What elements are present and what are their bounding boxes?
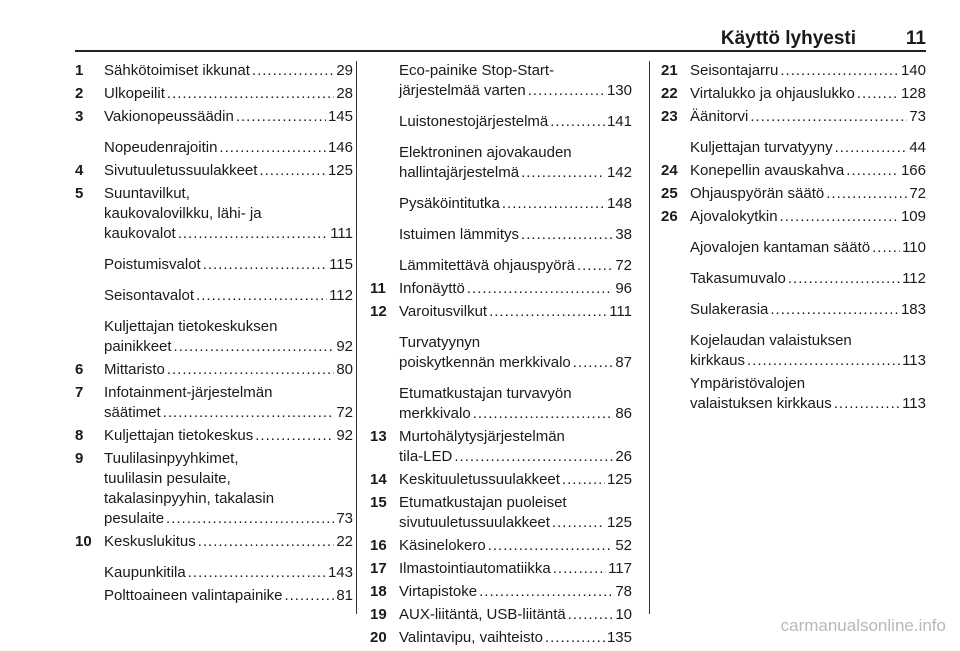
dot-leader	[479, 582, 613, 602]
dot-leader	[502, 194, 605, 214]
legend-column-3	[661, 61, 926, 417]
page-reference: 128	[900, 85, 926, 102]
legend-entry	[370, 605, 632, 625]
dot-leader	[198, 532, 335, 552]
page-reference: 142	[606, 164, 632, 181]
page-reference: 52	[615, 537, 632, 554]
entry-text: valaistuksen kirkkaus	[690, 395, 832, 412]
legend-entry	[661, 84, 926, 104]
dot-leader	[196, 286, 327, 306]
page-header	[75, 28, 926, 52]
page-reference: 146	[327, 139, 353, 156]
page-reference: 166	[900, 162, 926, 179]
legend-entry	[75, 255, 353, 275]
dot-leader	[750, 107, 907, 127]
legend-entry	[75, 532, 353, 552]
legend-entry	[370, 194, 632, 214]
entry-text-lead: Elektroninen ajovakauden	[399, 144, 572, 161]
entry-text-lead: Turvatyynyn	[399, 334, 481, 351]
entry-text: Sivutuuletussuulakkeet	[104, 162, 258, 179]
dot-leader	[167, 84, 334, 104]
legend-entry	[370, 112, 632, 132]
page-reference: 145	[327, 108, 353, 125]
entry-text-lead: Infotainment-järjestelmän	[104, 384, 273, 401]
legend-entry	[370, 143, 632, 183]
entry-text: merkkivalo	[399, 405, 471, 422]
page-reference: 143	[327, 564, 353, 581]
entry-text: pesulaite	[104, 510, 165, 527]
dot-leader	[489, 302, 607, 322]
entry-text: Ajovalokytkin	[690, 208, 778, 225]
legend-entry	[370, 225, 632, 245]
entry-text: Sähkötoimiset ikkunat	[104, 62, 250, 79]
legend-entry	[661, 161, 926, 181]
entry-text: sivutuuletussuulakkeet	[399, 514, 550, 531]
dot-leader	[163, 403, 335, 423]
page-reference: 87	[615, 354, 632, 371]
page-reference: 117	[608, 560, 632, 577]
entry-text: Käsinelokero	[399, 537, 486, 554]
entry-text: Kuljettajan turvatyyny	[690, 139, 833, 156]
dot-leader	[219, 138, 326, 158]
legend-entry	[75, 107, 353, 127]
legend-entry	[75, 586, 353, 606]
page-number: 11	[905, 28, 926, 49]
page-reference: 141	[606, 113, 632, 130]
dot-leader	[174, 337, 335, 357]
page-reference: 125	[606, 471, 632, 488]
page-reference: 10	[615, 606, 632, 623]
entry-text: kaukovalot	[104, 225, 176, 242]
entry-text-lead: Kuljettajan tietokeskuksen	[104, 318, 278, 335]
entry-text: Poistumisvalot	[104, 256, 201, 273]
page-reference: 86	[615, 405, 632, 422]
callout-number: 20	[370, 629, 387, 646]
callout-number: 13	[370, 428, 387, 445]
page-reference: 92	[336, 338, 353, 355]
legend-entry	[370, 628, 632, 648]
dot-leader	[562, 470, 605, 490]
page-reference: 73	[909, 108, 926, 125]
page-reference: 130	[606, 82, 632, 99]
entry-text: Mittaristo	[104, 361, 165, 378]
page-reference: 44	[909, 139, 926, 156]
entry-text: Seisontavalot	[104, 287, 195, 304]
dot-leader	[834, 394, 900, 414]
page-reference: 125	[327, 162, 353, 179]
page-title: Käyttö lyhyesti	[720, 28, 856, 49]
legend-entry	[661, 374, 926, 414]
legend-entry	[75, 563, 353, 583]
page-reference: 109	[900, 208, 926, 225]
page-reference: 111	[330, 225, 353, 242]
callout-number: 23	[661, 108, 678, 125]
dot-leader	[178, 224, 328, 244]
legend-entry	[75, 317, 353, 357]
entry-text: Sulakerasia	[690, 301, 769, 318]
dot-leader	[550, 112, 605, 132]
page-reference: 113	[902, 395, 926, 412]
callout-number: 19	[370, 606, 387, 623]
page-reference: 92	[336, 427, 353, 444]
legend-entry	[661, 184, 926, 204]
legend-entry	[370, 470, 632, 490]
callout-number: 24	[661, 162, 678, 179]
dot-leader	[521, 225, 613, 245]
page-reference: 72	[909, 185, 926, 202]
callout-number: 25	[661, 185, 678, 202]
page-reference: 140	[900, 62, 926, 79]
entry-text: hallintajärjestelmä	[399, 164, 520, 181]
dot-leader	[188, 563, 326, 583]
callout-number: 26	[661, 208, 678, 225]
entry-text: Vakionopeussäädin	[104, 108, 234, 125]
legend-entry	[75, 61, 353, 81]
entry-text: Ajovalojen kantaman säätö	[690, 239, 871, 256]
entry-text: Virtapistoke	[399, 583, 478, 600]
callout-number: 9	[75, 450, 84, 467]
page-reference: 26	[615, 448, 632, 465]
entry-text: kirkkaus	[690, 352, 746, 369]
page-reference: 38	[615, 226, 632, 243]
dot-leader	[167, 360, 334, 380]
page-reference: 183	[900, 301, 926, 318]
header-divider	[75, 50, 926, 52]
page-reference: 113	[902, 352, 926, 369]
legend-entry	[661, 107, 926, 127]
callout-number: 14	[370, 471, 387, 488]
legend-entry	[370, 536, 632, 556]
dot-leader	[846, 161, 899, 181]
callout-number: 7	[75, 384, 84, 401]
page-reference: 81	[336, 587, 353, 604]
legend-entry	[370, 256, 632, 276]
entry-text: Varoitusvilkut	[399, 303, 488, 320]
entry-text: tila-LED	[399, 448, 453, 465]
entry-text: Ulkopeilit	[104, 85, 165, 102]
dot-leader	[857, 84, 899, 104]
dot-leader	[236, 107, 326, 127]
dot-leader	[835, 138, 908, 158]
legend-column-1	[75, 61, 353, 609]
dot-leader	[284, 586, 334, 606]
callout-number: 17	[370, 560, 387, 577]
entry-text: AUX-liitäntä, USB-liitäntä	[399, 606, 566, 623]
column-divider	[356, 61, 357, 614]
dot-leader	[454, 447, 613, 467]
entry-text-lead: Kojelaudan valaistuksen	[690, 332, 852, 349]
dot-leader	[573, 353, 614, 373]
legend-entry	[370, 302, 632, 322]
dot-leader	[770, 300, 899, 320]
entry-text: Äänitorvi	[690, 108, 749, 125]
callout-number: 2	[75, 85, 84, 102]
legend-entry	[75, 84, 353, 104]
legend-entry	[75, 138, 353, 158]
page-reference: 148	[606, 195, 632, 212]
entry-text: Keskuslukitus	[104, 533, 196, 550]
dot-leader	[780, 61, 899, 81]
entry-text: Nopeudenrajoitin	[104, 139, 218, 156]
entry-text: Istuimen lämmitys	[399, 226, 520, 243]
dot-leader	[747, 351, 900, 371]
page-reference: 125	[606, 514, 632, 531]
legend-entry	[75, 449, 353, 529]
dot-leader	[568, 605, 614, 625]
dot-leader	[488, 536, 614, 556]
dot-leader	[780, 207, 899, 227]
dot-leader	[259, 161, 326, 181]
entry-text: Keskituuletussuulakkeet	[399, 471, 560, 488]
entry-text: Ilmastointiautomatiikka	[399, 560, 551, 577]
dot-leader	[788, 269, 900, 289]
page-reference: 28	[336, 85, 353, 102]
page-reference: 112	[902, 270, 926, 287]
dot-leader	[521, 163, 605, 183]
entry-text-lead: Eco-painike Stop-Start-	[399, 62, 555, 79]
entry-text: Seisontajarru	[690, 62, 779, 79]
legend-entry	[75, 184, 353, 244]
page-reference: 22	[336, 533, 353, 550]
page-reference: 111	[609, 303, 632, 320]
callout-number: 16	[370, 537, 387, 554]
callout-number: 15	[370, 494, 387, 511]
legend-entry	[661, 269, 926, 289]
entry-text: Kuljettajan tietokeskus	[104, 427, 254, 444]
legend-entry	[75, 426, 353, 446]
column-divider	[649, 61, 650, 614]
entry-text: Ohjauspyörän säätö	[690, 185, 825, 202]
legend-entry	[75, 286, 353, 306]
entry-text: Luistonestojärjestelmä	[399, 113, 549, 130]
callout-number: 11	[370, 280, 386, 297]
dot-leader	[255, 426, 334, 446]
entry-text: Virtalukko ja ohjauslukko	[690, 85, 855, 102]
legend-entry	[370, 559, 632, 579]
dot-leader	[473, 404, 614, 424]
legend-entry	[661, 300, 926, 320]
legend-entry	[370, 279, 632, 299]
page-reference: 96	[615, 280, 632, 297]
entry-text: Infonäyttö	[399, 280, 465, 297]
entry-text: Takasumuvalo	[690, 270, 786, 287]
entry-text: Konepellin avauskahva	[690, 162, 845, 179]
legend-entry	[75, 383, 353, 423]
entry-text: Lämmitettävä ohjauspyörä	[399, 257, 575, 274]
callout-number: 21	[661, 62, 678, 79]
callout-number: 5	[75, 185, 84, 202]
dot-leader	[467, 279, 613, 299]
page-reference: 115	[329, 256, 353, 273]
callout-number: 12	[370, 303, 387, 320]
callout-number: 22	[661, 85, 678, 102]
callout-number: 1	[75, 62, 84, 79]
dot-leader	[166, 509, 334, 529]
page-reference: 112	[329, 287, 353, 304]
dot-leader	[553, 559, 606, 579]
page-reference: 80	[336, 361, 353, 378]
entry-text-lead: Etumatkustajan turvavyön	[399, 385, 572, 402]
entry-text: säätimet	[104, 404, 161, 421]
legend-entry	[370, 384, 632, 424]
legend-entry	[75, 360, 353, 380]
legend-entry	[661, 138, 926, 158]
callout-number: 6	[75, 361, 84, 378]
watermark: carmanualsonline.info	[780, 616, 946, 635]
entry-text-lead: Suuntavilkut, kaukovalovilkku, lähi- ja	[104, 185, 262, 222]
page-reference: 110	[902, 239, 926, 256]
legend-entry	[75, 161, 353, 181]
dot-leader	[203, 255, 327, 275]
legend-entry	[370, 61, 632, 101]
legend-entry	[661, 207, 926, 227]
legend-entry	[370, 582, 632, 602]
legend-entry	[370, 333, 632, 373]
callout-number: 10	[75, 533, 92, 550]
entry-text-lead: Murtohälytysjärjestelmän	[399, 428, 565, 445]
dot-leader	[552, 513, 605, 533]
dot-leader	[252, 61, 334, 81]
page-reference: 73	[336, 510, 353, 527]
entry-text-lead: Ympäristövalojen	[690, 375, 806, 392]
entry-text: järjestelmää varten	[399, 82, 526, 99]
entry-text: poiskytkennän merkkivalo	[399, 354, 571, 371]
dot-leader	[826, 184, 907, 204]
dot-leader	[577, 256, 613, 276]
callout-number: 3	[75, 108, 84, 125]
callout-number: 8	[75, 427, 84, 444]
legend-entry	[661, 61, 926, 81]
entry-text-lead: Tuulilasinpyyhkimet, tuulilasin pesulaite, takalasinpyyhin, takalasin	[104, 450, 275, 507]
dot-leader	[872, 238, 900, 258]
legend-entry	[370, 493, 632, 533]
legend-entry	[661, 331, 926, 371]
legend-entry	[370, 427, 632, 467]
callout-number: 18	[370, 583, 387, 600]
entry-text: Pysäköintitutka	[399, 195, 500, 212]
page-reference: 78	[615, 583, 632, 600]
page-reference: 135	[606, 629, 632, 646]
callout-number: 4	[75, 162, 84, 179]
entry-text: painikkeet	[104, 338, 172, 355]
legend-column-2	[370, 61, 632, 651]
entry-text-lead: Etumatkustajan puoleiset	[399, 494, 567, 511]
entry-text: Valintavipu, vaihteisto	[399, 629, 543, 646]
entry-text: Kaupunkitila	[104, 564, 186, 581]
page-reference: 72	[336, 404, 353, 421]
dot-leader	[528, 81, 605, 101]
page-reference: 72	[615, 257, 632, 274]
page-reference: 29	[336, 62, 353, 79]
entry-text: Polttoaineen valintapainike	[104, 587, 283, 604]
legend-entry	[661, 238, 926, 258]
dot-leader	[545, 628, 605, 648]
